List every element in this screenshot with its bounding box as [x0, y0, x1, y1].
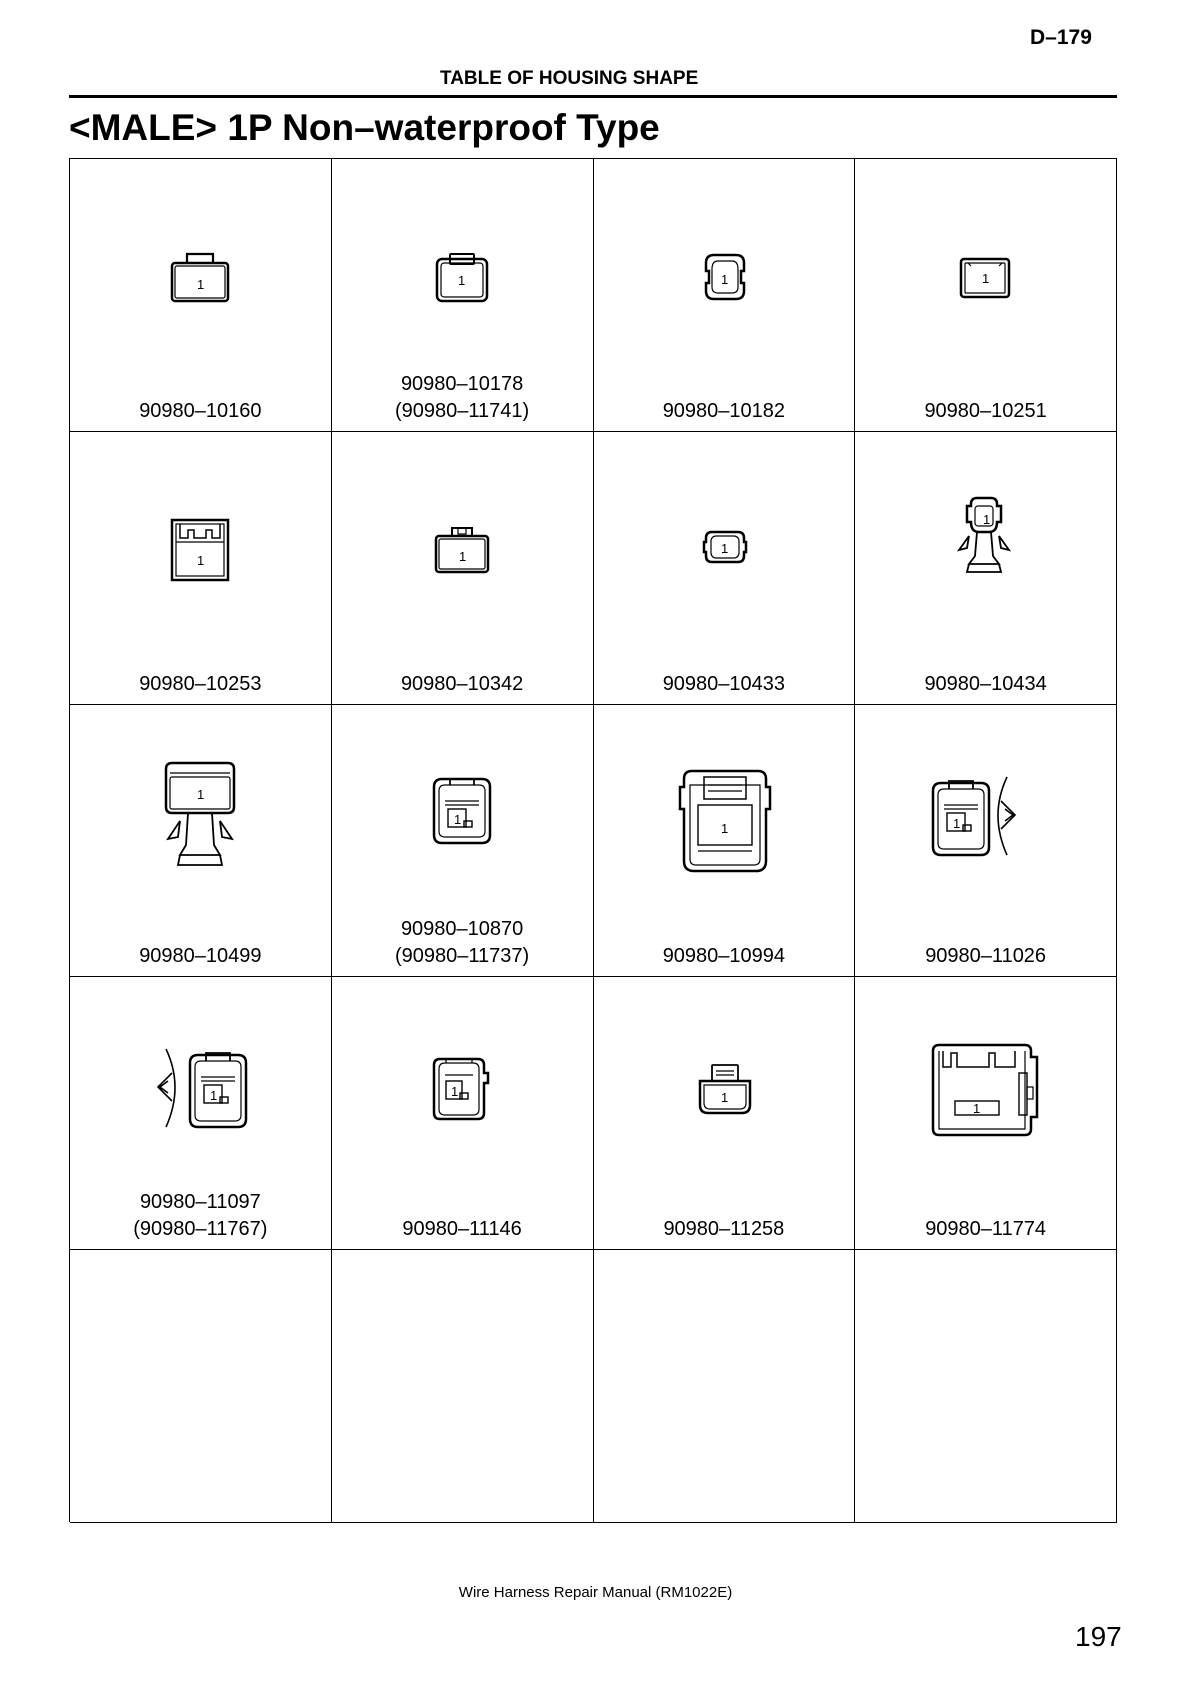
empty-cell: [70, 1250, 332, 1523]
table-row: [70, 705, 1117, 978]
pin-number: 1: [982, 271, 990, 286]
connector-90980-10160-diagram: [70, 159, 332, 389]
section-title: TABLE OF HOUSING SHAPE: [440, 68, 699, 89]
empty-cell: [855, 1250, 1117, 1523]
part-number: 90980–10182: [662, 399, 786, 422]
pin-number: 1: [197, 277, 205, 292]
connector-cell: [855, 705, 1117, 978]
pin-number: 1: [720, 272, 728, 287]
pin-number: 1: [720, 540, 728, 556]
part-number: 90980–10499: [139, 945, 262, 968]
connector-90980-11097-diagram: [70, 977, 332, 1207]
part-number: 90980–10253: [139, 672, 262, 695]
part-number: 90980–11026: [925, 945, 1047, 968]
pin-number: 1: [450, 1084, 458, 1100]
page-number: 197: [1075, 1621, 1122, 1652]
pin-number: 1: [720, 1090, 728, 1106]
connector-cell: [332, 432, 594, 705]
table-row: [70, 159, 1117, 432]
part-number: 90980–10160: [139, 399, 262, 422]
part-number: 90980–11774: [925, 1218, 1047, 1241]
pin-number: 1: [953, 815, 961, 831]
connector-90980-11026-diagram: [855, 705, 1117, 935]
pin-number: 1: [197, 552, 205, 568]
empty-cell: [594, 1250, 856, 1523]
pin-number: 1: [197, 786, 205, 802]
connector-90980-10342-diagram: [332, 432, 594, 662]
connector-cell: [855, 977, 1117, 1250]
connector-90980-11774-diagram: [855, 977, 1117, 1207]
connector-cell: [594, 159, 856, 432]
part-number: 90980–10434: [924, 672, 1047, 695]
page-code: D–179: [1030, 26, 1092, 49]
housing-shape-table: [69, 158, 1117, 1522]
connector-90980-10994-diagram: [594, 705, 856, 935]
table-row: [70, 432, 1117, 705]
connector-90980-10433-diagram: [594, 432, 856, 662]
alt-part-number: (90980–11737): [395, 945, 530, 968]
part-number: 90980–10994: [662, 945, 786, 968]
header-rule: [69, 95, 1117, 98]
alt-part-number: (90980–11767): [133, 1218, 268, 1241]
connector-cell: [70, 159, 332, 432]
part-number: 90980–11258: [663, 1218, 785, 1241]
pin-number: 1: [973, 1101, 981, 1117]
part-number: 90980–11097: [139, 1191, 261, 1214]
connector-90980-10870-diagram: [332, 705, 594, 935]
part-number: 90980–10342: [400, 672, 524, 695]
part-number: 90980–10433: [662, 672, 786, 695]
connector-90980-10178-diagram: [332, 159, 594, 389]
table-row: [70, 977, 1117, 1250]
pin-number: 1: [457, 273, 465, 288]
connector-90980-10251-diagram: [855, 159, 1117, 389]
part-number: 90980–10251: [924, 399, 1047, 422]
connector-90980-10182-diagram: [594, 159, 856, 389]
part-number: 90980–10178: [400, 372, 524, 395]
footer-manual-title: Wire Harness Repair Manual (RM1022E): [458, 1584, 733, 1601]
connector-cell: [70, 432, 332, 705]
connector-90980-11258-diagram: [594, 977, 856, 1207]
part-number: 90980–11146: [402, 1218, 522, 1241]
connector-cell: [332, 159, 594, 432]
part-number: 90980–10870: [400, 918, 524, 941]
page-title: <MALE> 1P Non–waterproof Type: [69, 107, 660, 148]
pin-number: 1: [453, 811, 461, 827]
pin-number: 1: [720, 820, 728, 836]
pin-number: 1: [983, 511, 991, 527]
connector-90980-11146-diagram: [332, 977, 594, 1207]
connector-90980-10434-diagram: [855, 432, 1117, 662]
connector-90980-10499-diagram: [70, 705, 332, 935]
connector-cell: [332, 705, 594, 978]
connector-cell: [594, 432, 856, 705]
connector-cell: [70, 977, 332, 1250]
pin-number: 1: [458, 548, 466, 564]
connector-cell: [332, 977, 594, 1250]
table-row: [70, 1250, 1117, 1523]
connector-cell: [855, 432, 1117, 705]
empty-cell: [332, 1250, 594, 1523]
connector-cell: [594, 705, 856, 978]
connector-cell: [594, 977, 856, 1250]
connector-cell: [70, 705, 332, 978]
alt-part-number: (90980–11741): [395, 399, 530, 422]
pin-number: 1: [210, 1088, 218, 1104]
connector-cell: [855, 159, 1117, 432]
connector-90980-10253-diagram: [70, 432, 332, 662]
